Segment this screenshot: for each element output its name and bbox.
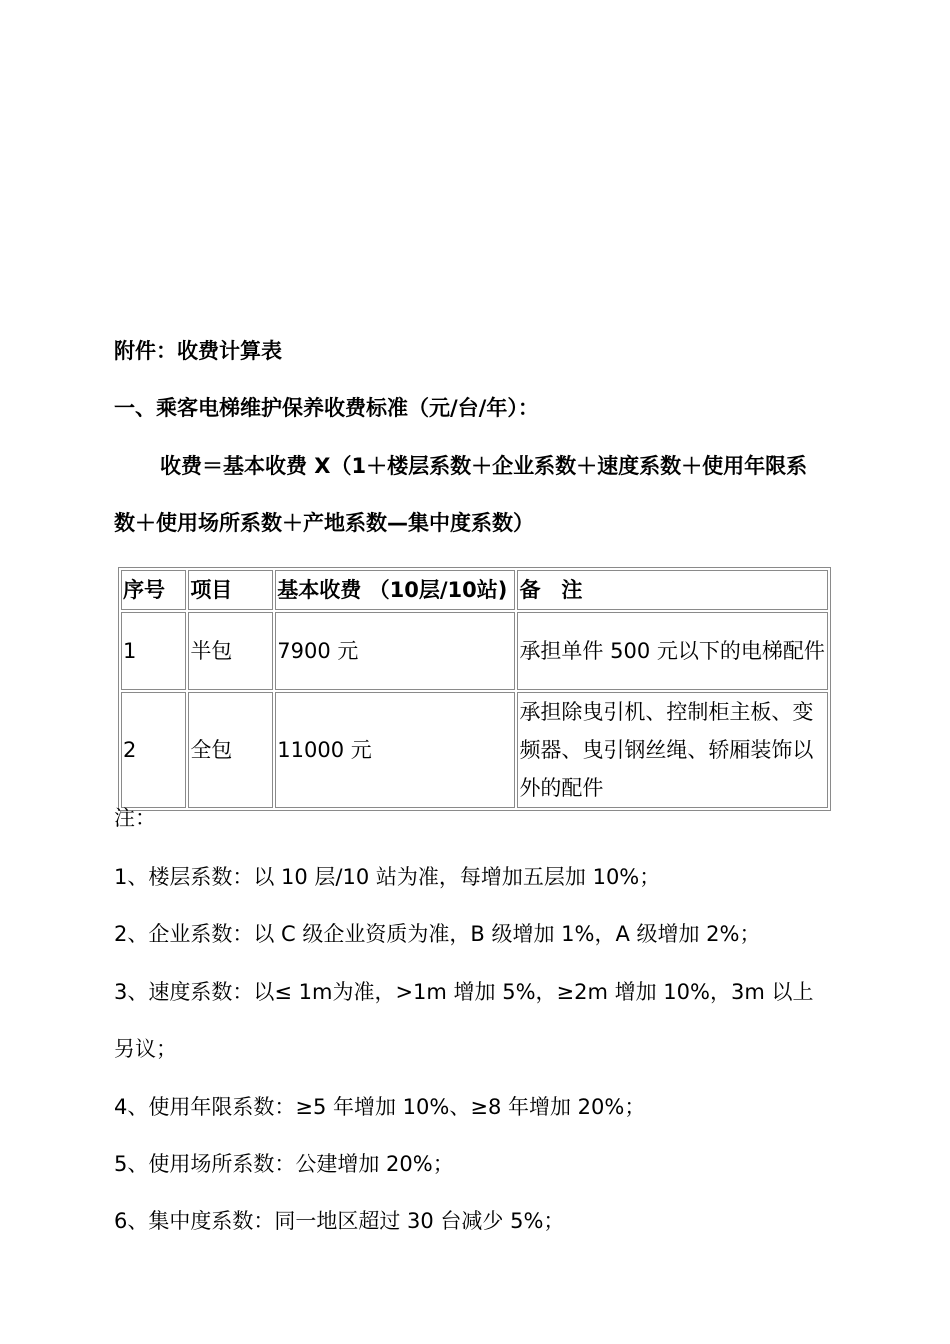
note-item: 6、集中度系数：同一地区超过 30 台减少 5%； [114, 1209, 565, 1233]
cell-no: 1 [121, 612, 186, 690]
cell-fee: 11000 元 [275, 692, 515, 808]
cell-item: 半包 [188, 612, 273, 690]
note-item: 2、企业系数：以 C 级企业资质为准，B 级增加 1%，A 级增加 2%； [114, 922, 761, 946]
section-heading: 一、乘客电梯维护保养收费标准（元/台/年）： [114, 396, 539, 420]
formula-line-2: 数＋使用场所系数＋产地系数—集中度系数） [114, 511, 534, 535]
table-header-row [121, 570, 828, 610]
note-item: 5、使用场所系数：公建增加 20%； [114, 1152, 454, 1176]
formula-line-1: 收费＝基本收费 X（1＋楼层系数＋企业系数＋速度系数＋使用年限系 [160, 454, 808, 478]
cell-fee: 7900 元 [275, 612, 515, 690]
document-title: 附件：收费计算表 [114, 339, 282, 363]
note-item: 3、速度系数：以≤ 1m为准，>1m 增加 5%，≥2m 增加 10%，3m 以上 [114, 980, 814, 1004]
table-row [121, 612, 828, 690]
fee-table [118, 567, 831, 811]
header-cell-remark: 备 注 [517, 570, 828, 610]
header-cell-no: 序号 [121, 570, 186, 610]
header-cell-fee: 基本收费 （10层/10站) [275, 570, 515, 610]
notes-heading: 注： [114, 806, 156, 830]
note-item-continued: 另议； [114, 1037, 177, 1061]
header-cell-item: 项目 [188, 570, 273, 610]
note-item: 4、使用年限系数：≥5 年增加 10%、≥8 年增加 20%； [114, 1095, 646, 1119]
cell-remark: 承担单件 500 元以下的电梯配件 [517, 612, 828, 690]
table-row [121, 692, 828, 808]
cell-item: 全包 [188, 692, 273, 808]
note-item: 1、楼层系数：以 10 层/10 站为准，每增加五层加 10%； [114, 865, 661, 889]
cell-remark: 承担除曳引机、控制柜主板、变频器、曳引钢丝绳、轿厢装饰以外的配件 [517, 692, 828, 808]
cell-no: 2 [121, 692, 186, 808]
